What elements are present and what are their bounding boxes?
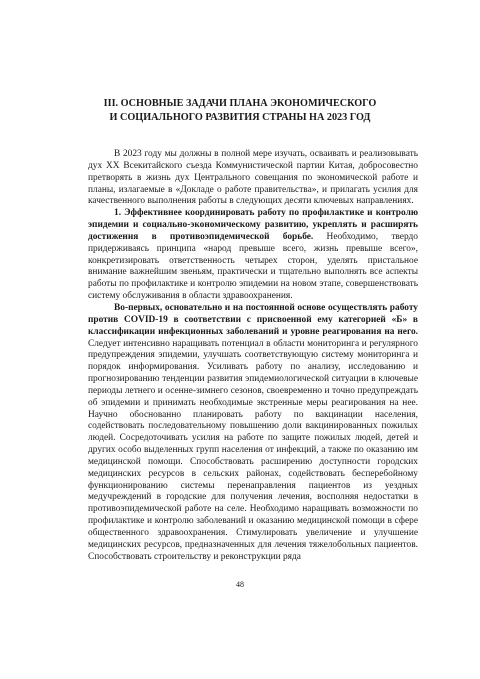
paragraph-intro: В 2023 году мы должны в полной мере изучать, осваивать и реализовывать дух XX Всекитайского съезда Коммунистической партии Китая, добросовестно претворять в жизнь дух Центрального совещания по экономической работе и планы, излагаемые в «Докладе о работе правительства», и прилагать усилия для качественного выполнения работы в следующих десяти ключевых направлениях.: [88, 149, 418, 207]
paragraph-point-1: [88, 208, 418, 303]
body-text: [88, 149, 418, 564]
paragraph-point-1-text: Необходимо, твердо придерживаясь принципа «народ превыше всего, жизнь превыше всего», конкретизировать ответственность четырех сторон, уделять пристальное внимание важнейшим звеньям, практически и тщательно выполнять все аспекты работы по профилактике и контролю эпидемии на новом этапе, совершенствовать систему обслуживания в области здравоохранения.: [88, 231, 418, 302]
paragraph-point-1-bold: 1. Эффективнее координировать работу по профилактике и контролю эпидемии и социально-экономическому развитию, укреплять и расширять достижения в противоэпидемической борьбе.: [88, 208, 418, 242]
paragraph-firstly-text: Следует интенсивно наращивать потенциал в области мониторинга и регулярного предупреждения эпидемии, улучшать соответствующую систему мониторинга и порядок информирования. Усиливать работу по анализу, исследованию и прогнозированию тенденции развития эпидемиологической ситуации в ключевые периоды летнего и осенне-зимнего сезонов, своевременно и точно предупреждать об эпидемии и принимать необходимые экстренные меры реагирования на нее. Научно обоснованно планировать работу по вакцинации населения, содействовать последовательному повышению доли вакцинированных пожилых людей. Сосредоточивать усилия на работе по защите пожилых людей, детей и других особо выделенных групп населения от инфекций, а также по оказанию им медицинской помощи. Способствовать расширению доступности городских медицинских ресурсов в сельских районах, содействовать бесперебойному функционированию системы перенаправления пациентов из уездных медучреждений в городские для получения лечения, восполняя недостатки в противоэпидемической работе на селе. Необходимо наращивать возможности по профилактике и контролю заболеваний и оказанию медицинской помощи в сфере общественного здравоохранения. Стимулировать увеличение и улучшение медицинских ресурсов, предназначенных для лечения тяжелобольных пациентов. Способствовать строительству и реконструкции ряда: [88, 338, 418, 562]
paragraph-firstly: [88, 303, 418, 564]
heading-line-1: III. ОСНОВНЫЕ ЗАДАЧИ ПЛАНА ЭКОНОМИЧЕСКОГО: [103, 98, 377, 109]
heading-line-2: И СОЦИАЛЬНОГО РАЗВИТИЯ СТРАНЫ НА 2023 ГОД: [109, 111, 371, 123]
paragraph-firstly-bold: Во-первых, основательно и на постоянной основе осуществлять работу против COVID-19 в соответствии с присвоенной ему категорией «Б» в классификации инфекционных заболеваний и уровне реагирования на него.: [88, 302, 418, 337]
section-heading: [60, 97, 420, 124]
page-number: 48: [236, 580, 244, 589]
